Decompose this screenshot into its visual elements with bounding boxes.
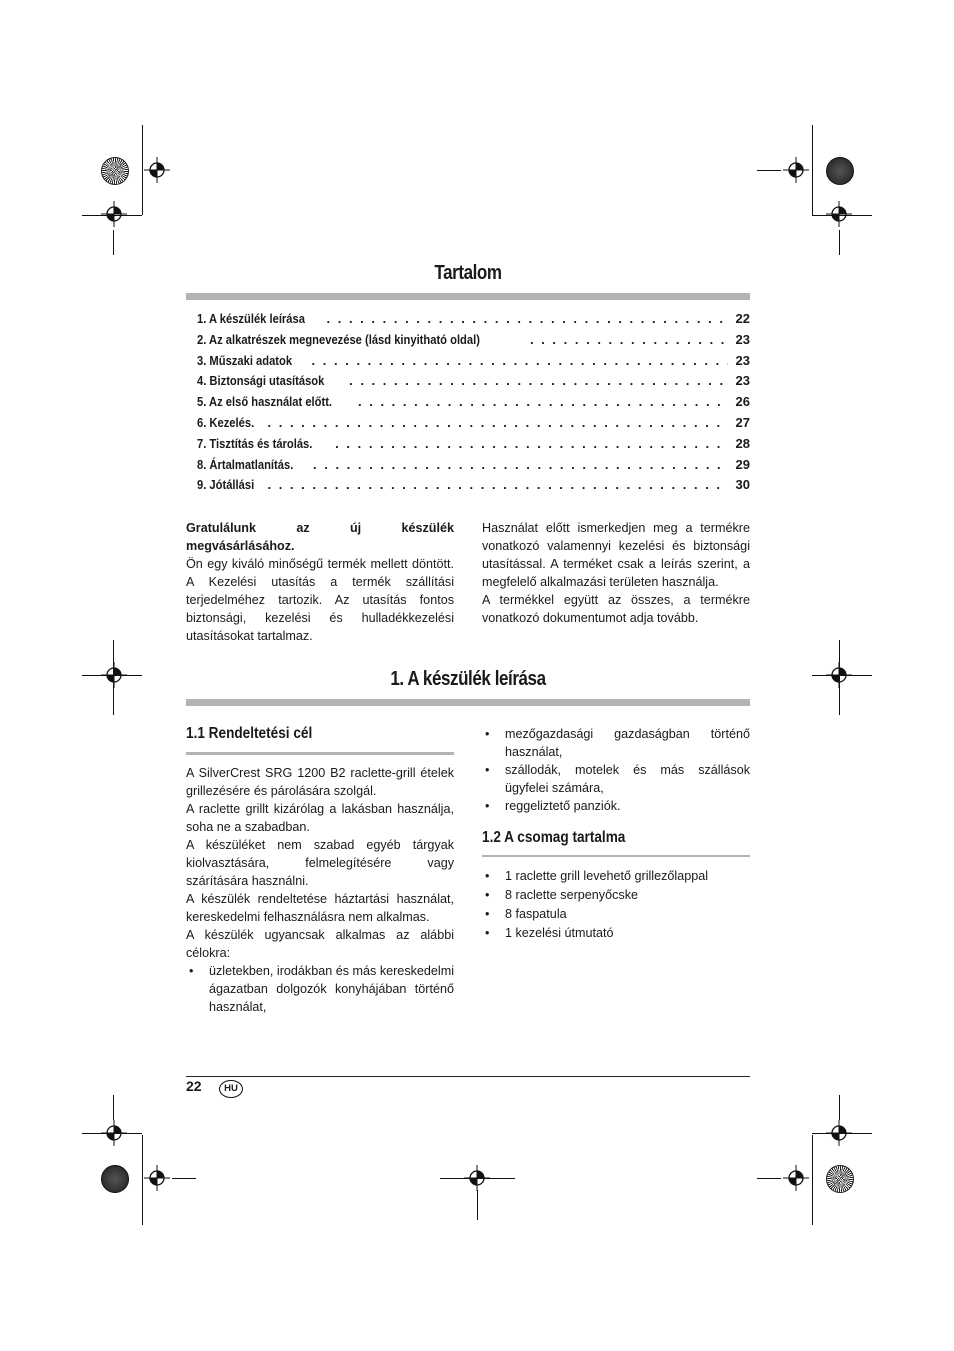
subsection-title: 1.2 A csomag tartalma (482, 829, 626, 846)
list-item: • 8 raclette serpenyőcske (482, 886, 750, 905)
toc-entry-page: 23 (735, 331, 750, 347)
intro-right-paragraph: Használat előtt ismerkedjen meg a termékre vonatkozó valamennyi kezelési és biztonsági utasítással. A terméket csak a leírás szerint, a megfelelő alkalmazási területen használja. (482, 521, 750, 589)
intro-left-text: Ön egy kiváló minőségű termék mellett döntött. A Kezelési utasítás a termék szállítási terjedelméhez tartozik. Az utasítás fontos biztonsági, kezelési és hulladékkezelési utasításokat tartalmaz. (186, 557, 454, 643)
list-item: • mezőgazdasági gazdaságban történő használat, (482, 725, 750, 761)
toc-leader (530, 332, 728, 347)
section-title: 1. A készülék leírása (390, 668, 546, 690)
toc-entry[interactable] (197, 415, 750, 436)
toc-entry[interactable] (197, 373, 750, 394)
toc-entry-page: 22 (735, 311, 750, 326)
toc-entry-label: 7. Tisztítás és tárolás. (197, 435, 313, 451)
toc-entry-page: 23 (735, 352, 750, 368)
toc-entry[interactable] (197, 477, 750, 498)
package-contents-list (482, 867, 750, 943)
list-item: • 1 kezelési útmutató (482, 924, 750, 943)
toc-leader (313, 457, 728, 472)
registration-mark-icon (826, 201, 852, 227)
toc-entry-label: 8. Ártalmatlanítás. (197, 456, 294, 472)
registration-mark-icon (783, 157, 809, 183)
purpose-column (186, 764, 454, 1016)
registration-mark-icon (144, 157, 170, 183)
purpose-list (186, 962, 454, 1016)
toc-entry[interactable] (197, 332, 750, 353)
section-title-rule (186, 699, 750, 706)
footer-rule (186, 1076, 750, 1077)
color-wheel-icon (826, 1165, 854, 1193)
intro-right-column (482, 519, 750, 627)
toc-entry-label: 3. Műszaki adatok (197, 352, 293, 368)
toc-entry-label: 9. Jótállási (197, 477, 255, 493)
color-wheel-icon (101, 1165, 129, 1193)
intro-right-paragraph: A termékkel együtt az összes, a termékre vonatkozó dokumentumot adja tovább. (482, 593, 750, 625)
purpose-list-continued (482, 725, 750, 815)
toc-leader (267, 477, 728, 492)
language-badge: HU (219, 1080, 243, 1098)
toc-entry[interactable] (197, 311, 750, 332)
purpose-paragraph: A raclette grillt kizárólag a lakásban használja, soha ne a szabadban. (186, 802, 454, 834)
toc-entry[interactable] (197, 353, 750, 374)
package-contents-column (482, 867, 750, 943)
purpose-list (482, 725, 750, 815)
list-item: • 8 faspatula (482, 905, 750, 924)
toc-entry-page: 30 (735, 477, 750, 493)
subsection-title: 1.1 Rendeltetési cél (186, 725, 313, 742)
purpose-paragraph: A készüléket nem szabad egyéb tárgyak kiolvasztására, felmelegítésére vagy szárítására használni. (186, 838, 454, 888)
toc-entry-label: 4. Biztonsági utasítások (197, 373, 325, 389)
toc-title-rule (186, 293, 750, 300)
list-item: • 1 raclette grill levehető grillezőlappal (482, 867, 750, 886)
toc-title: Tartalom (434, 262, 502, 284)
toc-entry-page: 23 (735, 373, 750, 389)
color-wheel-icon (826, 157, 854, 185)
toc-leader (335, 436, 728, 451)
registration-mark-icon (144, 1165, 170, 1191)
toc-entry-page: 29 (735, 456, 750, 472)
toc-entry-page: 28 (735, 435, 750, 451)
toc-entry-label: 6. Kezelés. (197, 414, 255, 430)
list-item: • szállodák, motelek és más szállások ügyfelei számára, (482, 761, 750, 797)
toc-entry[interactable] (197, 436, 750, 457)
subsection-rule (186, 752, 454, 755)
purpose-paragraph: A készülék rendeltetése háztartási használat, kereskedelmi felhasználásra nem alkalmas. (186, 892, 454, 924)
toc-list (197, 311, 750, 498)
registration-mark-icon (783, 1165, 809, 1191)
intro-left-column (186, 519, 454, 645)
toc-entry-label: 5. Az első használat előtt. (197, 394, 333, 410)
purpose-paragraph: A készülék ugyancsak alkalmas az alábbi célokra: (186, 928, 454, 960)
toc-entry[interactable] (197, 394, 750, 415)
list-item: • reggeliztető panziók. (482, 797, 750, 815)
toc-leader (327, 311, 728, 326)
list-item: • üzletekben, irodákban és más kereskedelmi ágazatban dolgozók konyhájában történő használat, (186, 962, 454, 1016)
toc-entry-page: 27 (735, 414, 750, 430)
purpose-paragraph: A SilverCrest SRG 1200 B2 raclette-grill ételek grillezésére és párolására szolgál. (186, 766, 454, 798)
toc-entry-label: 1. A készülék leírása (197, 311, 305, 326)
toc-entry-page: 26 (735, 394, 750, 410)
toc-entry[interactable] (197, 457, 750, 478)
subsection-rule (482, 855, 750, 857)
intro-heading: Gratulálunk az új készülék megvásárlásához. (186, 521, 454, 553)
toc-leader (349, 373, 728, 388)
color-wheel-icon (101, 157, 129, 185)
toc-leader (312, 353, 728, 368)
toc-leader (358, 394, 728, 409)
page-number: 22 (186, 1078, 202, 1094)
toc-entry-label: 2. Az alkatrészek megnevezése (lásd kinyitható oldal) (197, 331, 480, 347)
registration-mark-icon (101, 201, 127, 227)
toc-leader (268, 415, 729, 430)
